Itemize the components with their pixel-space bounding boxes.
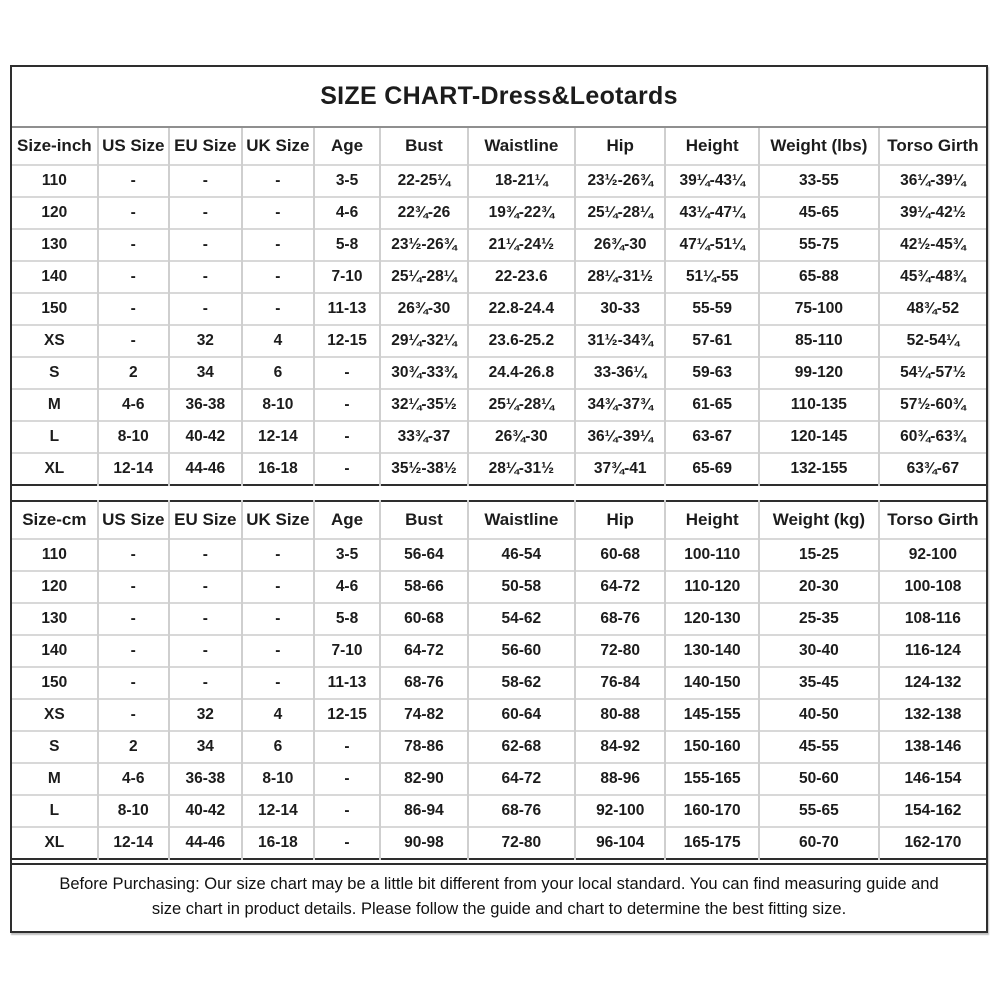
size-value-cell: 25¼-28¼ — [468, 389, 575, 421]
table-row — [12, 699, 986, 731]
size-label-cell: 110 — [12, 165, 98, 197]
column-header: US Size — [98, 501, 169, 539]
column-header: Torso Girth — [879, 501, 986, 539]
size-value-cell: 22.8-24.4 — [468, 293, 575, 325]
size-value-cell: - — [242, 165, 314, 197]
size-value-cell: 28¼-31½ — [575, 261, 666, 293]
size-value-cell: 32 — [169, 325, 242, 357]
size-value-cell: 4-6 — [314, 571, 380, 603]
size-value-cell: - — [169, 667, 242, 699]
size-value-cell: 120-145 — [759, 421, 879, 453]
size-value-cell: - — [314, 357, 380, 389]
size-value-cell: 60-70 — [759, 827, 879, 859]
purchase-note-line: Before Purchasing: Our size chart may be a little bit different from your local standard. You can find measuring guide and — [59, 875, 939, 893]
size-value-cell: 36¼-39¼ — [879, 165, 986, 197]
column-header: Bust — [380, 501, 468, 539]
size-value-cell: 16-18 — [242, 827, 314, 859]
size-value-cell: 39¼-42½ — [879, 197, 986, 229]
size-value-cell: 56-64 — [380, 539, 468, 571]
table-row — [12, 539, 986, 571]
size-value-cell: 64-72 — [380, 635, 468, 667]
size-value-cell: 130-140 — [665, 635, 759, 667]
size-value-cell: 86-94 — [380, 795, 468, 827]
size-value-cell: 50-58 — [468, 571, 575, 603]
table-row — [12, 197, 986, 229]
size-label-cell: 120 — [12, 197, 98, 229]
size-value-cell: 146-154 — [879, 763, 986, 795]
size-value-cell: - — [169, 603, 242, 635]
size-value-cell: 76-84 — [575, 667, 666, 699]
size-value-cell: 8-10 — [242, 763, 314, 795]
size-value-cell: 23½-26¾ — [380, 229, 468, 261]
size-value-cell: 85-110 — [759, 325, 879, 357]
size-label-cell: S — [12, 357, 98, 389]
table-row — [12, 453, 986, 485]
size-value-cell: 3-5 — [314, 539, 380, 571]
column-header: Hip — [575, 501, 666, 539]
size-label-cell: 140 — [12, 261, 98, 293]
size-value-cell: - — [242, 603, 314, 635]
size-value-cell: 15-25 — [759, 539, 879, 571]
size-value-cell: - — [242, 571, 314, 603]
size-value-cell: - — [98, 635, 169, 667]
size-value-cell: 32¼-35½ — [380, 389, 468, 421]
table-row — [12, 165, 986, 197]
size-value-cell: - — [242, 261, 314, 293]
size-value-cell: 32 — [169, 699, 242, 731]
size-value-cell: 68-76 — [468, 795, 575, 827]
column-header: EU Size — [169, 128, 242, 165]
size-value-cell: 65-69 — [665, 453, 759, 485]
size-value-cell: 64-72 — [575, 571, 666, 603]
size-value-cell: - — [314, 731, 380, 763]
size-value-cell: - — [169, 635, 242, 667]
column-header: Weight (lbs) — [759, 128, 879, 165]
size-value-cell: - — [169, 229, 242, 261]
size-value-cell: - — [314, 763, 380, 795]
size-value-cell: 165-175 — [665, 827, 759, 859]
size-value-cell: 45-65 — [759, 197, 879, 229]
size-value-cell: 39¼-43¼ — [665, 165, 759, 197]
size-value-cell: 78-86 — [380, 731, 468, 763]
size-value-cell: 110-120 — [665, 571, 759, 603]
size-value-cell: 140-150 — [665, 667, 759, 699]
size-label-cell: XL — [12, 827, 98, 859]
size-value-cell: - — [98, 197, 169, 229]
column-header: Hip — [575, 128, 666, 165]
size-value-cell: 150-160 — [665, 731, 759, 763]
size-value-cell: 43¼-47¼ — [665, 197, 759, 229]
column-header: UK Size — [242, 501, 314, 539]
size-value-cell: 31½-34¾ — [575, 325, 666, 357]
size-value-cell: 35-45 — [759, 667, 879, 699]
size-value-cell: 58-66 — [380, 571, 468, 603]
size-value-cell: 23.6-25.2 — [468, 325, 575, 357]
size-value-cell: 120-130 — [665, 603, 759, 635]
size-value-cell: - — [242, 229, 314, 261]
column-header: UK Size — [242, 128, 314, 165]
table-gap — [12, 486, 986, 500]
size-label-cell: 140 — [12, 635, 98, 667]
size-value-cell: 34¾-37¾ — [575, 389, 666, 421]
size-label-cell: XS — [12, 325, 98, 357]
size-value-cell: 96-104 — [575, 827, 666, 859]
size-value-cell: 7-10 — [314, 635, 380, 667]
size-value-cell: 48¾-52 — [879, 293, 986, 325]
size-value-cell: 145-155 — [665, 699, 759, 731]
size-value-cell: - — [98, 571, 169, 603]
size-value-cell: - — [98, 699, 169, 731]
size-value-cell: 4 — [242, 325, 314, 357]
size-value-cell: 11-13 — [314, 293, 380, 325]
size-value-cell: 124-132 — [879, 667, 986, 699]
size-value-cell: 155-165 — [665, 763, 759, 795]
size-label-cell: L — [12, 795, 98, 827]
size-value-cell: 5-8 — [314, 229, 380, 261]
column-header: Waistline — [468, 501, 575, 539]
size-value-cell: 65-88 — [759, 261, 879, 293]
size-value-cell: 60-68 — [380, 603, 468, 635]
size-label-cell: L — [12, 421, 98, 453]
size-value-cell: - — [169, 165, 242, 197]
size-value-cell: 12-14 — [98, 827, 169, 859]
size-value-cell: - — [169, 539, 242, 571]
size-value-cell: 7-10 — [314, 261, 380, 293]
table-row — [12, 325, 986, 357]
table-row — [12, 635, 986, 667]
size-value-cell: 33-36¼ — [575, 357, 666, 389]
size-value-cell: 59-63 — [665, 357, 759, 389]
size-label-cell: 150 — [12, 667, 98, 699]
size-value-cell: 55-75 — [759, 229, 879, 261]
size-value-cell: 12-14 — [242, 795, 314, 827]
size-value-cell: - — [98, 261, 169, 293]
size-value-cell: 35½-38½ — [380, 453, 468, 485]
size-value-cell: 12-15 — [314, 699, 380, 731]
size-value-cell: 25¼-28¼ — [380, 261, 468, 293]
size-value-cell: 75-100 — [759, 293, 879, 325]
header-row — [12, 501, 986, 539]
purchase-note — [12, 863, 986, 931]
size-value-cell: 72-80 — [468, 827, 575, 859]
size-value-cell: 22-25¼ — [380, 165, 468, 197]
size-value-cell: - — [314, 389, 380, 421]
size-value-cell: 138-146 — [879, 731, 986, 763]
size-value-cell: 92-100 — [879, 539, 986, 571]
size-value-cell: 6 — [242, 731, 314, 763]
size-value-cell: 56-60 — [468, 635, 575, 667]
size-value-cell: 55-65 — [759, 795, 879, 827]
size-value-cell: 40-50 — [759, 699, 879, 731]
column-header: Height — [665, 128, 759, 165]
size-value-cell: - — [98, 603, 169, 635]
size-label-cell: XS — [12, 699, 98, 731]
size-value-cell: 20-30 — [759, 571, 879, 603]
size-value-cell: 36-38 — [169, 389, 242, 421]
size-value-cell: 162-170 — [879, 827, 986, 859]
size-value-cell: 74-82 — [380, 699, 468, 731]
size-value-cell: 2 — [98, 731, 169, 763]
size-value-cell: - — [242, 293, 314, 325]
size-value-cell: - — [169, 197, 242, 229]
column-header: Bust — [380, 128, 468, 165]
size-value-cell: 5-8 — [314, 603, 380, 635]
table-row — [12, 357, 986, 389]
size-value-cell: 11-13 — [314, 667, 380, 699]
size-value-cell: - — [314, 453, 380, 485]
size-value-cell: 4-6 — [98, 389, 169, 421]
size-value-cell: 63-67 — [665, 421, 759, 453]
size-value-cell: 84-92 — [575, 731, 666, 763]
size-value-cell: 40-42 — [169, 795, 242, 827]
size-value-cell: 57½-60¾ — [879, 389, 986, 421]
size-value-cell: 25¼-28¼ — [575, 197, 666, 229]
size-value-cell: 21¼-24½ — [468, 229, 575, 261]
table-row — [12, 571, 986, 603]
size-value-cell: 60-64 — [468, 699, 575, 731]
size-value-cell: 36-38 — [169, 763, 242, 795]
size-value-cell: 8-10 — [98, 421, 169, 453]
size-value-cell: 8-10 — [98, 795, 169, 827]
size-value-cell: 24.4-26.8 — [468, 357, 575, 389]
column-header: Size-cm — [22, 510, 87, 529]
size-label-cell: 130 — [12, 229, 98, 261]
size-value-cell: - — [98, 165, 169, 197]
size-label-cell: XL — [12, 453, 98, 485]
size-value-cell: 50-60 — [759, 763, 879, 795]
size-value-cell: 68-76 — [380, 667, 468, 699]
table-row — [12, 795, 986, 827]
size-value-cell: 6 — [242, 357, 314, 389]
size-value-cell: 42½-45¾ — [879, 229, 986, 261]
column-header: Waistline — [468, 128, 575, 165]
size-value-cell: 2 — [98, 357, 169, 389]
size-value-cell: 30-33 — [575, 293, 666, 325]
page-title: SIZE CHART-Dress&Leotards — [12, 67, 986, 128]
size-value-cell: - — [314, 795, 380, 827]
column-header: Age — [314, 128, 380, 165]
size-value-cell: 22¾-26 — [380, 197, 468, 229]
size-value-cell: - — [242, 197, 314, 229]
size-value-cell: 26¾-30 — [380, 293, 468, 325]
size-value-cell: 26¾-30 — [468, 421, 575, 453]
size-value-cell: 54-62 — [468, 603, 575, 635]
size-label-cell: 110 — [12, 539, 98, 571]
table-row — [12, 389, 986, 421]
size-value-cell: - — [314, 421, 380, 453]
size-value-cell: - — [242, 635, 314, 667]
size-value-cell: 54¼-57½ — [879, 357, 986, 389]
size-value-cell: - — [98, 539, 169, 571]
size-chart-sheet — [10, 65, 988, 933]
size-value-cell: - — [242, 667, 314, 699]
table-row — [12, 827, 986, 859]
size-value-cell: 36¼-39¼ — [575, 421, 666, 453]
size-value-cell: 72-80 — [575, 635, 666, 667]
size-value-cell: 4-6 — [314, 197, 380, 229]
size-value-cell: 12-15 — [314, 325, 380, 357]
size-value-cell: 132-138 — [879, 699, 986, 731]
size-value-cell: 29¼-32¼ — [380, 325, 468, 357]
header-row — [12, 128, 986, 165]
column-header: Weight (kg) — [759, 501, 879, 539]
size-table-cm — [12, 500, 986, 860]
size-value-cell: 51¼-55 — [665, 261, 759, 293]
size-value-cell: 63¾-67 — [879, 453, 986, 485]
size-value-cell: 100-108 — [879, 571, 986, 603]
size-value-cell: 60-68 — [575, 539, 666, 571]
size-value-cell: 47¼-51¼ — [665, 229, 759, 261]
size-label-cell: 130 — [12, 603, 98, 635]
column-header: Torso Girth — [879, 128, 986, 165]
table-row — [12, 763, 986, 795]
size-value-cell: 88-96 — [575, 763, 666, 795]
size-value-cell: 99-120 — [759, 357, 879, 389]
size-value-cell: 33-55 — [759, 165, 879, 197]
size-value-cell: 44-46 — [169, 453, 242, 485]
size-label-cell: M — [12, 763, 98, 795]
size-value-cell: 154-162 — [879, 795, 986, 827]
size-value-cell: 3-5 — [314, 165, 380, 197]
size-value-cell: - — [169, 261, 242, 293]
size-value-cell: 60¾-63¾ — [879, 421, 986, 453]
size-value-cell: 33¾-37 — [380, 421, 468, 453]
size-value-cell: 52-54¼ — [879, 325, 986, 357]
size-value-cell: 4 — [242, 699, 314, 731]
column-header: EU Size — [169, 501, 242, 539]
table-row — [12, 421, 986, 453]
size-value-cell: - — [242, 539, 314, 571]
size-value-cell: 19¾-22¾ — [468, 197, 575, 229]
size-label-cell: S — [12, 731, 98, 763]
size-value-cell: 4-6 — [98, 763, 169, 795]
table-row — [12, 261, 986, 293]
size-value-cell: 92-100 — [575, 795, 666, 827]
table-row — [12, 229, 986, 261]
size-value-cell: 62-68 — [468, 731, 575, 763]
size-value-cell: 108-116 — [879, 603, 986, 635]
size-value-cell: - — [169, 571, 242, 603]
table-row — [12, 731, 986, 763]
size-value-cell: 45-55 — [759, 731, 879, 763]
table-row — [12, 603, 986, 635]
size-value-cell: 80-88 — [575, 699, 666, 731]
size-value-cell: 58-62 — [468, 667, 575, 699]
size-value-cell: 30-40 — [759, 635, 879, 667]
size-value-cell: 25-35 — [759, 603, 879, 635]
size-value-cell: 34 — [169, 357, 242, 389]
size-label-cell: 150 — [12, 293, 98, 325]
size-value-cell: 64-72 — [468, 763, 575, 795]
size-table-inch — [12, 128, 986, 486]
size-value-cell: - — [169, 293, 242, 325]
size-value-cell: - — [98, 667, 169, 699]
size-value-cell: 68-76 — [575, 603, 666, 635]
purchase-note-line: size chart in product details. Please follow the guide and chart to determine the best fitting size. — [151, 899, 847, 918]
size-value-cell: 37¾-41 — [575, 453, 666, 485]
size-value-cell: - — [98, 229, 169, 261]
size-value-cell: 22-23.6 — [468, 261, 575, 293]
size-label-cell: M — [12, 389, 98, 421]
size-value-cell: 100-110 — [665, 539, 759, 571]
size-label-cell: 120 — [12, 571, 98, 603]
size-value-cell: 40-42 — [169, 421, 242, 453]
table-row — [12, 667, 986, 699]
size-value-cell: 8-10 — [242, 389, 314, 421]
size-value-cell: - — [98, 325, 169, 357]
size-value-cell: 55-59 — [665, 293, 759, 325]
table-row — [12, 293, 986, 325]
size-value-cell: - — [98, 293, 169, 325]
size-value-cell: 30¾-33¾ — [380, 357, 468, 389]
size-value-cell: 12-14 — [242, 421, 314, 453]
size-value-cell: 28¼-31½ — [468, 453, 575, 485]
size-value-cell: 132-155 — [759, 453, 879, 485]
size-value-cell: 12-14 — [98, 453, 169, 485]
size-value-cell: 57-61 — [665, 325, 759, 357]
size-value-cell: 34 — [169, 731, 242, 763]
size-value-cell: 44-46 — [169, 827, 242, 859]
column-header: US Size — [98, 128, 169, 165]
size-value-cell: 160-170 — [665, 795, 759, 827]
size-value-cell: 23½-26¾ — [575, 165, 666, 197]
size-value-cell: 26¾-30 — [575, 229, 666, 261]
column-header: Age — [314, 501, 380, 539]
size-value-cell: 45¾-48¾ — [879, 261, 986, 293]
size-value-cell: 46-54 — [468, 539, 575, 571]
size-value-cell: 82-90 — [380, 763, 468, 795]
size-value-cell: 18-21¼ — [468, 165, 575, 197]
size-value-cell: 116-124 — [879, 635, 986, 667]
size-value-cell: 16-18 — [242, 453, 314, 485]
size-value-cell: 110-135 — [759, 389, 879, 421]
column-header: Size-inch — [17, 136, 92, 155]
size-value-cell: - — [314, 827, 380, 859]
column-header: Height — [665, 501, 759, 539]
size-value-cell: 61-65 — [665, 389, 759, 421]
size-value-cell: 90-98 — [380, 827, 468, 859]
